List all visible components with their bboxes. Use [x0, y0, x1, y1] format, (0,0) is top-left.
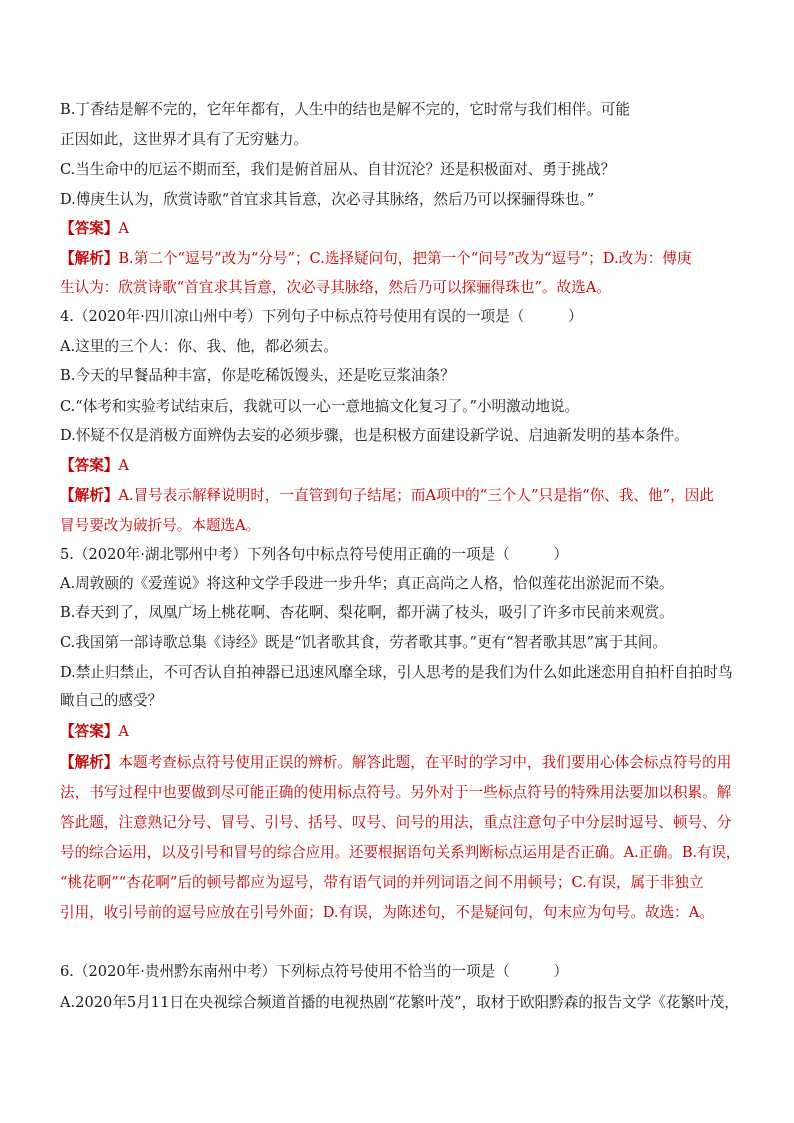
q5-analysis-line6: 引用，收引号前的逗号应放在引号外面；D.有误，为陈述句，不是疑问句，句末应为句号。故选：A。	[60, 904, 714, 921]
answer-value: A	[118, 723, 129, 740]
q5-analysis-line2: 法，书写过程中也要做到尽可能正确的使用标点符号。另外对于一些标点符号的特殊用法要加以积累。解	[60, 784, 732, 801]
q6-stem: 6.（2020年·贵州黔东南州中考）下列标点符号使用不恰当的一项是（ ）	[60, 963, 569, 980]
q3-option-b-line2: 正因如此，这世界才具有了无穷魅力。	[60, 131, 309, 148]
answer-value: A	[118, 220, 129, 237]
q5-analysis-line5: “桃花啊”“杏花啊”后的顿号都应为逗号，带有语气词的并列词语之间不用顿号；C.有误，属于非独立	[60, 874, 704, 891]
q6-option-a-line1: A.2020年5月11日在央视综合频道首播的电视热剧“花繁叶茂”，取材于欧阳黔森的报告文学《花繁叶茂，	[60, 994, 739, 1011]
q4-option-d: D.怀疑不仅是消极方面辨伪去妄的必须步骤，也是积极方面建设新学说、启迪新发明的基本条件。	[60, 427, 689, 444]
q5-analysis-line3: 答此题，注意熟记分号、冒号、引号、括号、叹号、问号的用法，重点注意句子中分层时逗号、顿号、分	[60, 814, 732, 831]
analysis-tag: 【解析】	[60, 754, 119, 771]
q5-answer	[60, 722, 730, 742]
q5-option-b: B.春天到了，凤凰广场上桃花啊、杏花啊、梨花啊，都开满了枝头，吸引了许多市民前来观赏。	[60, 604, 674, 621]
answer-value: A	[118, 457, 129, 474]
q5-analysis-line1	[60, 753, 730, 773]
q4-option-b: B.今天的早餐品种丰富，你是吃稀饭馒头，还是吃豆浆油条？	[60, 367, 455, 384]
q3-analysis-line2: 生认为：欣赏诗歌“首宜求其旨意，次必寻其脉络，然后乃可以探骊得珠也”。故选A。	[60, 279, 611, 296]
q3-answer	[60, 219, 730, 239]
answer-tag: 【答案】	[60, 723, 119, 740]
analysis-text: A.冒号表示解释说明时，一直管到句子结尾；而A项中的“三个人”只是指“你、我、他”，因此	[118, 487, 714, 504]
q5-stem: 5.（2020年·湖北鄂州中考）下列各句中标点符号使用正确的一项是（ ）	[60, 546, 569, 563]
analysis-tag: 【解析】	[60, 250, 119, 267]
q4-stem: 4.（2020年·四川凉山州中考）下列句子中标点符号使用有误的一项是（ ）	[60, 308, 583, 325]
analysis-text: B.第二个“逗号”改为“分号”；C.选择疑问句，把第一个“问号”改为“逗号”；D.改为：傅庚	[118, 250, 692, 267]
analysis-text: 本题考查标点符号使用正误的辨析。解答此题，在平时的学习中，我们要用心体会标点符号的用	[118, 754, 732, 771]
q3-analysis-line1	[60, 249, 730, 269]
q5-option-d-line2: 瞰自己的感受？	[60, 692, 163, 709]
q4-analysis-line2: 冒号要改为破折号。本题选A。	[60, 517, 261, 534]
q4-option-a: A.这里的三个人：你、我、他，都必须去。	[60, 338, 338, 355]
q4-analysis-line1	[60, 486, 730, 506]
q3-option-b-line1: B.丁香结是解不完的，它年年都有，人生中的结也是解不完的，它时常与我们相伴。可能	[60, 101, 630, 118]
q5-option-d-line1: D.禁止归禁止，不可否认自拍神器已迅速风靡全球，引人思考的是我们为什么如此迷恋用自拍杆自拍时鸟	[60, 664, 733, 681]
q3-option-d: D.傅庚生认为，欣赏诗歌“首宜求其旨意，次必寻其脉络，然后乃可以探骊得珠也。”	[60, 191, 595, 208]
q5-analysis-line4: 号的综合运用，以及引号和冒号的综合应用。还要根据语句关系判断标点运用是否正确。A.正确。B.有误，	[60, 844, 741, 861]
answer-tag: 【答案】	[60, 457, 119, 474]
q5-option-c: C.我国第一部诗歌总集《诗经》既是“饥者歌其食，劳者歌其事。”更有“智者歌其思”寓于其间。	[60, 634, 667, 651]
q4-answer	[60, 456, 730, 476]
analysis-tag: 【解析】	[60, 487, 119, 504]
answer-tag: 【答案】	[60, 220, 119, 237]
q3-option-c: C.当生命中的厄运不期而至，我们是俯首屈从、自甘沉沦？还是积极面对、勇于挑战？	[60, 161, 616, 178]
q4-option-c: C.“体考和实验考试结束后，我就可以一心一意地搞文化复习了。”小明激动地说。	[60, 398, 580, 415]
q5-option-a: A.周敦颐的《爱莲说》将这种文学手段进一步升华；真正高尚之人格，恰似莲花出淤泥而不染。	[60, 575, 674, 592]
